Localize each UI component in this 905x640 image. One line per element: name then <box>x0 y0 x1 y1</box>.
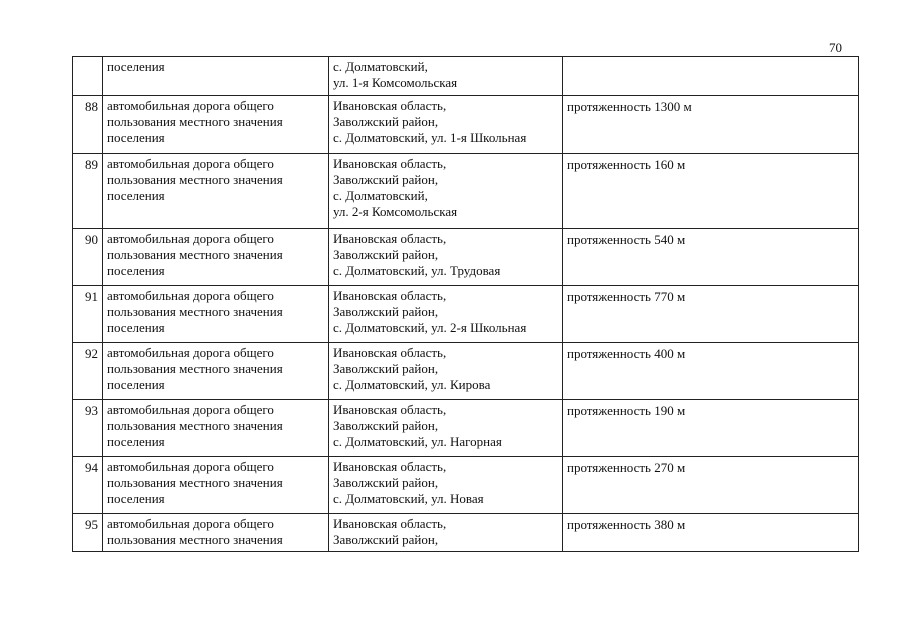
cell-object-name: автомобильная дорога общего пользования местного значения поселения <box>103 229 329 286</box>
cell-description: протяженность 400 м <box>563 343 859 400</box>
cell-description: протяженность 380 м <box>563 514 859 552</box>
cell-object-name: автомобильная дорога общего пользования местного значения поселения <box>103 154 329 229</box>
cell-address: Ивановская область, Заволжский район, с. Долматовский, ул. Кирова <box>329 343 563 400</box>
cell-object-name: автомобильная дорога общего пользования местного значения поселения <box>103 457 329 514</box>
cell-address: Ивановская область, Заволжский район, <box>329 514 563 552</box>
cell-number: 91 <box>73 286 103 343</box>
cell-description: протяженность 540 м <box>563 229 859 286</box>
cell-number: 92 <box>73 343 103 400</box>
cell-object-name: автомобильная дорога общего пользования местного значения поселения <box>103 286 329 343</box>
page-number: 70 <box>829 40 842 55</box>
table-row <box>73 96 859 154</box>
table-body <box>73 57 859 552</box>
cell-description: протяженность 190 м <box>563 400 859 457</box>
cell-address: Ивановская область, Заволжский район, с. Долматовский, ул. 2-я Комсомольская <box>329 154 563 229</box>
table-row <box>73 343 859 400</box>
cell-object-name: автомобильная дорога общего пользования местного значения поселения <box>103 343 329 400</box>
table-row <box>73 229 859 286</box>
cell-description <box>563 57 859 96</box>
table-row <box>73 286 859 343</box>
cell-number: 93 <box>73 400 103 457</box>
cell-description: протяженность 270 м <box>563 457 859 514</box>
table-row <box>73 514 859 552</box>
roads-table <box>72 56 859 552</box>
cell-number: 89 <box>73 154 103 229</box>
cell-address: Ивановская область, Заволжский район, с. Долматовский, ул. Нагорная <box>329 400 563 457</box>
cell-description: протяженность 770 м <box>563 286 859 343</box>
cell-number: 94 <box>73 457 103 514</box>
cell-description: протяженность 160 м <box>563 154 859 229</box>
table-row <box>73 400 859 457</box>
cell-address: Ивановская область, Заволжский район, с. Долматовский, ул. Новая <box>329 457 563 514</box>
cell-object-name: автомобильная дорога общего пользования местного значения <box>103 514 329 552</box>
cell-address: Ивановская область, Заволжский район, с. Долматовский, ул. Трудовая <box>329 229 563 286</box>
cell-object-name: автомобильная дорога общего пользования местного значения поселения <box>103 400 329 457</box>
cell-description: протяженность 1300 м <box>563 96 859 154</box>
table-row <box>73 154 859 229</box>
cell-address: Ивановская область, Заволжский район, с. Долматовский, ул. 1-я Школьная <box>329 96 563 154</box>
table-row-continuation <box>73 57 859 96</box>
cell-number: 88 <box>73 96 103 154</box>
cell-address: с. Долматовский, ул. 1-я Комсомольская <box>329 57 563 96</box>
cell-object-name: автомобильная дорога общего пользования местного значения поселения <box>103 96 329 154</box>
cell-number: 95 <box>73 514 103 552</box>
cell-number <box>73 57 103 96</box>
table-row <box>73 457 859 514</box>
cell-number: 90 <box>73 229 103 286</box>
cell-address: Ивановская область, Заволжский район, с. Долматовский, ул. 2-я Школьная <box>329 286 563 343</box>
cell-object-name: поселения <box>103 57 329 96</box>
